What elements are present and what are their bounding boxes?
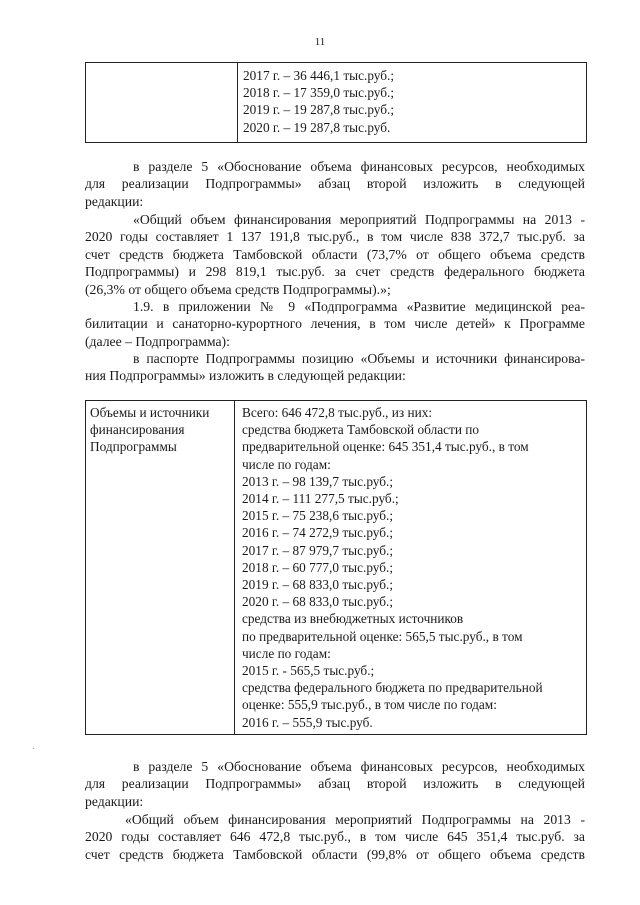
scan-mark: · [32, 744, 36, 755]
table-left-cell [86, 401, 235, 734]
funding-sources-table [85, 400, 587, 735]
table-line: оценке: 555,9 тыс.руб., в том числе по годам: [242, 697, 497, 713]
text-line: (26,3% от общего объема средств Подпрограммы).»; [85, 281, 391, 297]
table-line: по предварительной оценке: 565,5 тыс.руб., в том [242, 628, 523, 644]
table-right-cell [238, 63, 586, 142]
text-line: редакции: [85, 193, 144, 209]
table-line: 2019 г. – 19 287,8 тыс.руб.; [243, 102, 395, 118]
paragraph-total-funding-quote-2 [85, 811, 585, 863]
text-line: для реализации Подпрограммы» абзац второй изложить в следующей [85, 176, 585, 192]
paragraph-passport-intro [85, 350, 585, 385]
table-right-cell [236, 401, 586, 734]
table-line: 2019 г. – 68 833,0 тыс.руб.; [242, 577, 394, 593]
table-label-line: финансирования [90, 422, 185, 438]
table-line: средства бюджета Тамбовской области по [242, 422, 480, 438]
table-line: 2018 г. – 17 359,0 тыс.руб.; [243, 85, 395, 101]
text-line: в разделе 5 «Обоснование объема финансовых ресурсов, необходимых [133, 759, 585, 774]
text-line: в разделе 5 «Обоснование объема финансовых ресурсов, необходимых [133, 159, 585, 174]
table-line: 2015 г. - 565,5 тыс.руб.; [242, 663, 375, 679]
table-line: числе по годам: [242, 645, 331, 661]
paragraph-item-1-9 [85, 298, 585, 350]
table-line: 2020 г. – 68 833,0 тыс.руб.; [242, 594, 394, 610]
table-line: 2014 г. – 111 277,5 тыс.руб.; [242, 491, 399, 507]
table-line: 2020 г. – 19 287,8 тыс.руб. [243, 119, 391, 135]
text-line: редакции: [85, 793, 144, 809]
table-line: 2018 г. – 60 777,0 тыс.руб.; [242, 559, 394, 575]
table-line: числе по годам: [242, 456, 331, 472]
table-line: 2016 г. – 555,9 тыс.руб. [242, 714, 373, 730]
paragraph-total-funding-quote [85, 211, 585, 298]
text-line: 1.9. в приложении № 9 «Подпрограмма «Развитие медицинской реа- [133, 299, 585, 314]
text-line: Подпрограммы) и 298 819,1 тыс.руб. за счет средств федерального бюджета [85, 264, 585, 280]
text-line: для реализации Подпрограммы» абзац второй изложить в следующей [85, 776, 585, 792]
table-line: средства федерального бюджета по предварительной [242, 680, 543, 696]
table-label-line: Подпрограммы [90, 439, 177, 455]
text-line: 2020 годы составляет 1 137 191,8 тыс.руб., в том числе 838 372,7 тыс.руб. за [85, 229, 585, 245]
table-line: 2013 г. – 98 139,7 тыс.руб.; [242, 473, 394, 489]
page-number: 11 [314, 36, 326, 48]
table-line: средства из внебюджетных источников [242, 611, 464, 627]
table-line: 2017 г. – 87 979,7 тыс.руб.; [242, 542, 394, 558]
funding-table-continuation [85, 62, 587, 143]
text-line: билитации и санаторно-курортного лечения, в том числе детей» к Программе [85, 316, 585, 332]
text-line: «Общий объем финансирования мероприятий Подпрограммы на 2013 - [133, 212, 585, 227]
text-line: «Общий объем финансирования мероприятий Подпрограммы на 2013 - [125, 812, 585, 827]
table-line: 2015 г. – 75 238,6 тыс.руб.; [242, 508, 394, 524]
paragraph-section5-intro-2 [85, 758, 585, 810]
table-line: предварительной оценке: 645 351,4 тыс.руб., в том [242, 439, 529, 455]
text-line: (далее – Подпрограмма): [85, 333, 230, 349]
table-line: 2017 г. – 36 446,1 тыс.руб.; [243, 68, 395, 83]
text-line: ния Подпрограммы» изложить в следующей редакции: [85, 368, 406, 384]
table-line: 2016 г. – 74 272,9 тыс.руб.; [242, 525, 394, 541]
text-line: 2020 годы составляет 646 472,8 тыс.руб., в том числе 645 351,4 тыс.руб. за [85, 829, 585, 845]
paragraph-section5-intro [85, 158, 585, 210]
text-line: в паспорте Подпрограммы позицию «Объемы и источники финансирова- [133, 351, 585, 366]
text-line: счет средств бюджета Тамбовской области (99,8% от общего объема средств [85, 846, 585, 862]
table-left-cell [86, 63, 238, 142]
text-line: счет средств бюджета Тамбовской области (73,7% от общего объема средств [85, 246, 585, 262]
table-line: Всего: 646 472,8 тыс.руб., из них: [242, 405, 433, 420]
table-label-line: Объемы и источники [90, 405, 210, 420]
